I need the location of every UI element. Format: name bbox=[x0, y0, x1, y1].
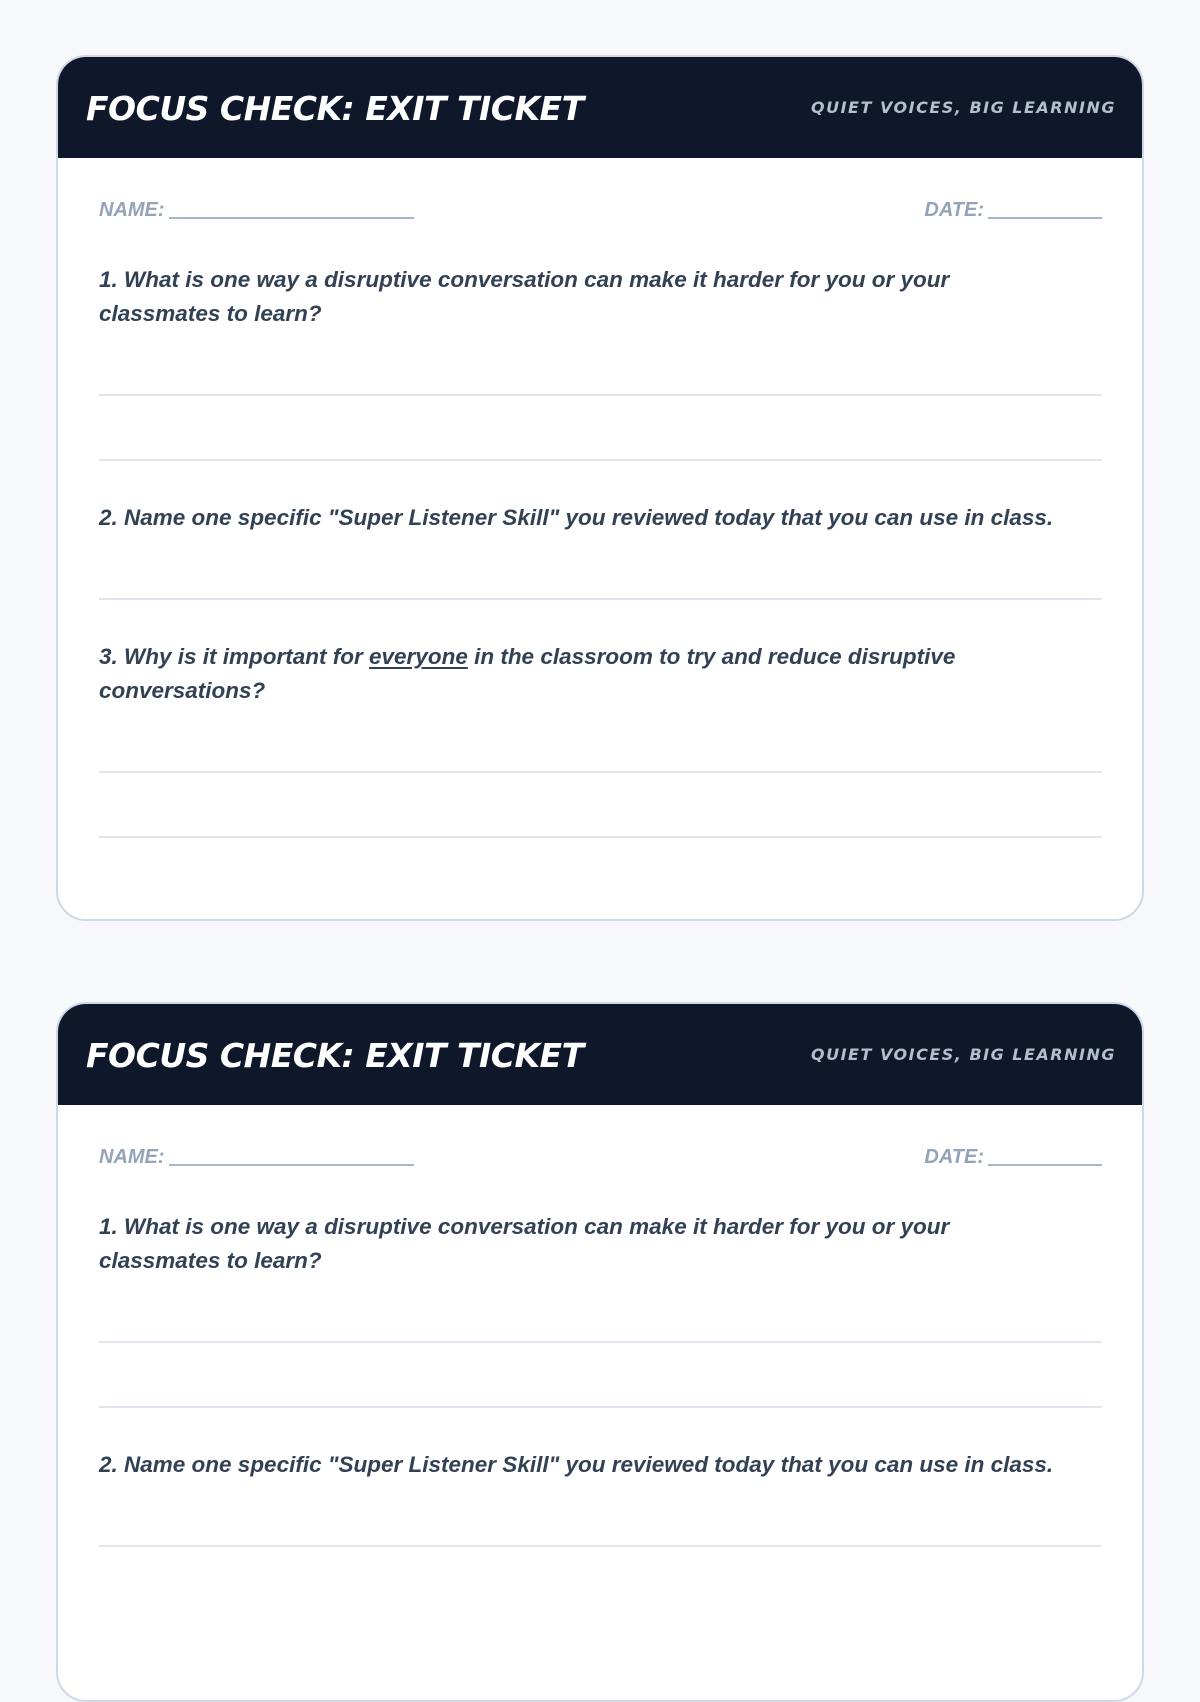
ticket-header bbox=[58, 57, 1142, 158]
name-label: NAME: bbox=[99, 1146, 165, 1168]
question-block bbox=[99, 1169, 1102, 1408]
date-label: DATE: bbox=[924, 1146, 984, 1168]
name-label: NAME: bbox=[99, 199, 165, 221]
name-field[interactable] bbox=[99, 1145, 414, 1169]
answer-line[interactable] bbox=[99, 1343, 1102, 1408]
ticket-tagline: QUIET VOICES, BIG LEARNING bbox=[810, 98, 1116, 117]
date-write-line[interactable] bbox=[988, 217, 1102, 219]
answer-line[interactable] bbox=[99, 331, 1102, 396]
ticket-title: FOCUS CHECK: EXIT TICKET bbox=[86, 1036, 584, 1075]
question-block bbox=[99, 461, 1102, 600]
exit-ticket-card bbox=[56, 55, 1144, 921]
question-block bbox=[99, 222, 1102, 461]
date-label: DATE: bbox=[924, 199, 984, 221]
answer-line[interactable] bbox=[99, 1482, 1102, 1547]
question-text: 2. Name one specific "Super Listener Skill" you reviewed today that you can use in class. bbox=[99, 1452, 1054, 1477]
exit-ticket-card bbox=[56, 1002, 1144, 1702]
question-text bbox=[99, 600, 1102, 708]
ticket-body bbox=[58, 158, 1142, 838]
question-emphasis: everyone bbox=[369, 644, 468, 669]
student-info-row bbox=[99, 158, 1102, 222]
question-block bbox=[99, 600, 1102, 838]
question-text: 1. What is one way a disruptive conversation can make it harder for you or your classmates to learn? bbox=[99, 267, 950, 326]
ticket-title: FOCUS CHECK: EXIT TICKET bbox=[86, 89, 584, 128]
student-info-row bbox=[99, 1105, 1102, 1169]
name-write-line[interactable] bbox=[169, 1164, 414, 1166]
answer-line[interactable] bbox=[99, 708, 1102, 773]
answer-line[interactable] bbox=[99, 773, 1102, 838]
ticket-body bbox=[58, 1105, 1142, 1547]
question-text-start: 3. Why is it important for bbox=[99, 644, 370, 669]
date-write-line[interactable] bbox=[988, 1164, 1102, 1166]
question-text: 2. Name one specific "Super Listener Skill" you reviewed today that you can use in class. bbox=[99, 505, 1054, 530]
question-text: 1. What is one way a disruptive conversation can make it harder for you or your classmates to learn? bbox=[99, 1214, 950, 1273]
name-field[interactable] bbox=[99, 198, 414, 222]
ticket-header bbox=[58, 1004, 1142, 1105]
answer-line[interactable] bbox=[99, 1278, 1102, 1343]
answer-line[interactable] bbox=[99, 535, 1102, 600]
answer-line[interactable] bbox=[99, 396, 1102, 461]
name-write-line[interactable] bbox=[169, 217, 414, 219]
question-block bbox=[99, 1408, 1102, 1547]
ticket-tagline: QUIET VOICES, BIG LEARNING bbox=[810, 1045, 1116, 1064]
question-text-end: in the classroom to try and reduce disruptive conversations? bbox=[99, 644, 956, 703]
date-field[interactable] bbox=[924, 198, 1102, 222]
date-field[interactable] bbox=[924, 1145, 1102, 1169]
